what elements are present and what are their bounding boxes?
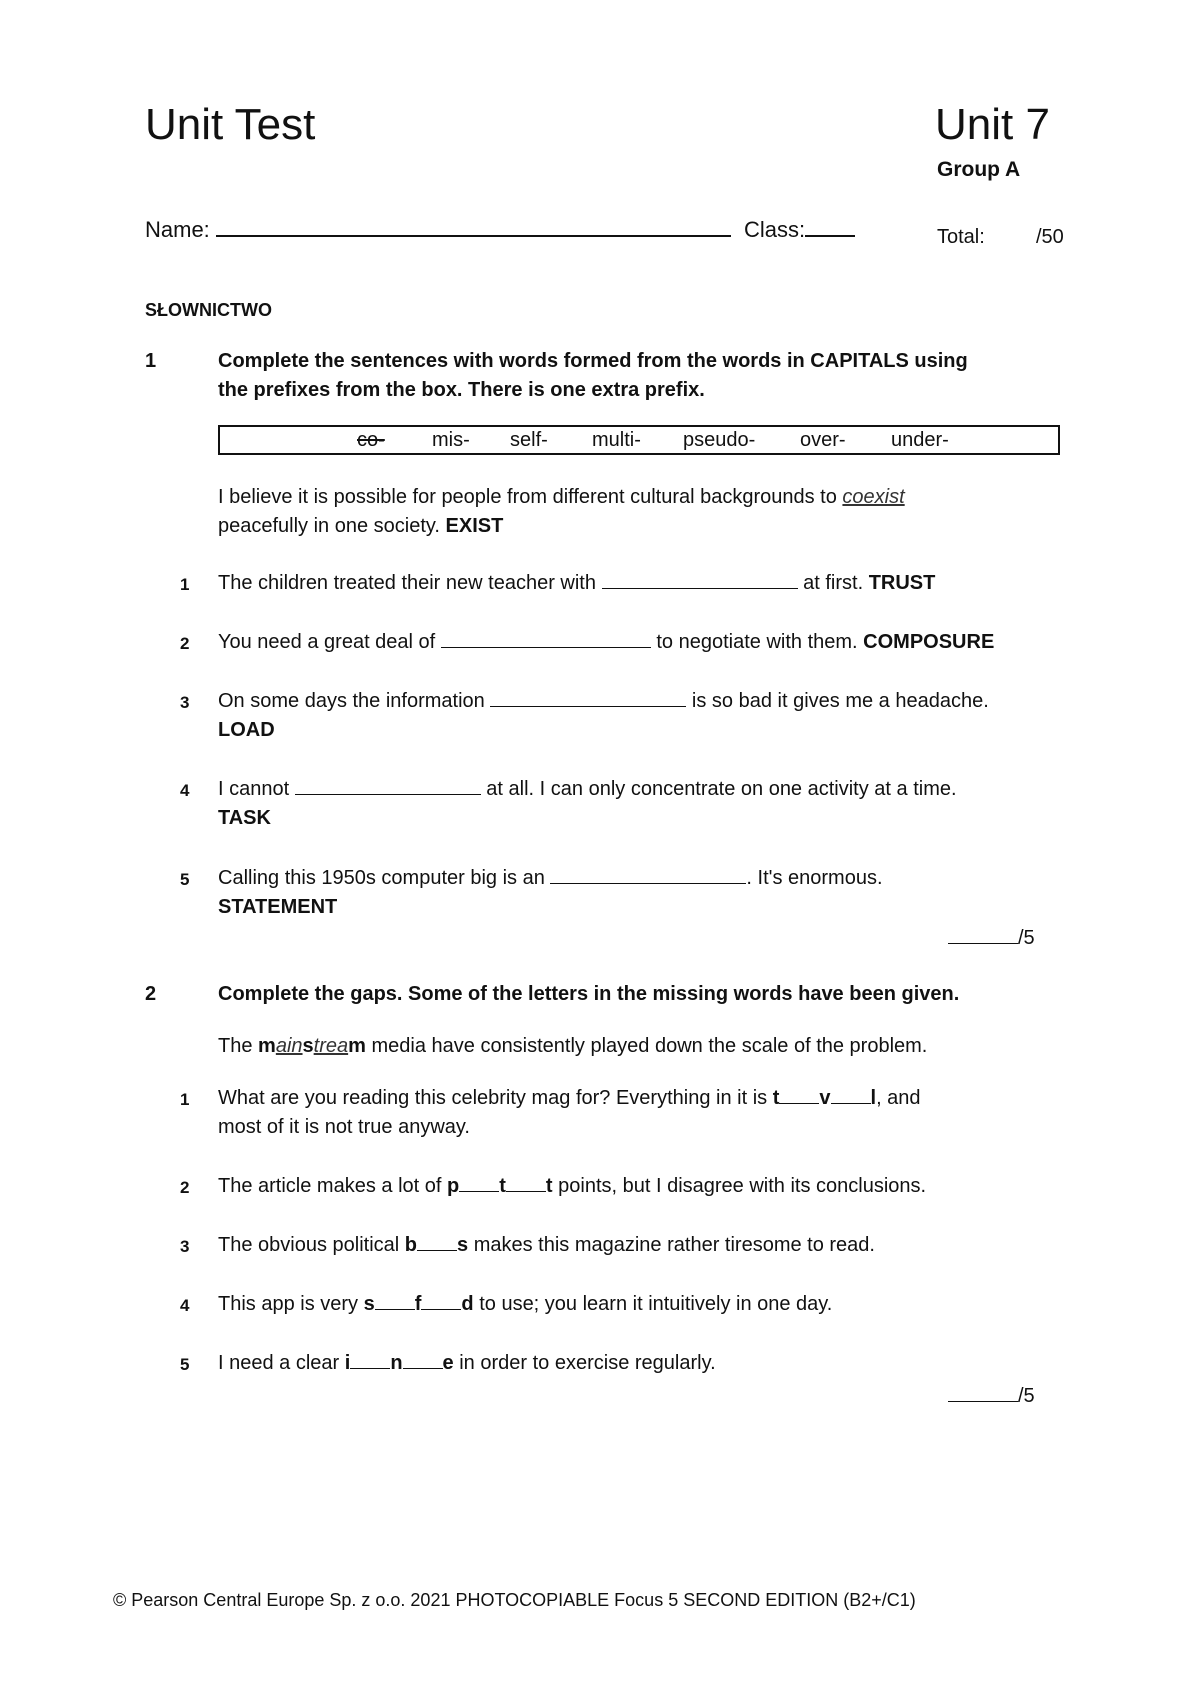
letter-gap[interactable] (417, 1232, 457, 1251)
item-number: 3 (180, 1237, 190, 1256)
prefix-box (218, 425, 1060, 455)
keyword: TRUST (868, 572, 936, 594)
item-number: 1 (180, 575, 190, 594)
example-keyword: EXIST (445, 515, 504, 537)
ex2-item-2: The article makes a lot of p t t points, but I disagree with its conclusions. (218, 1175, 927, 1197)
exercise-1-example: I believe it is possible for people from different cultural backgrounds to coexist peacefully in one society. EXIST (218, 486, 905, 537)
group-label: Group A (937, 158, 1021, 181)
total-value: /50 (1036, 226, 1064, 248)
item-number: 1 (180, 1090, 190, 1109)
exercise-2-instruction: Complete the gaps. Some of the letters in the missing words have been given. (218, 983, 960, 1005)
keyword: TASK (218, 807, 271, 829)
name-line[interactable] (216, 215, 731, 237)
ex1-item-2: You need a great deal of to negotiate with them. COMPOSURE (218, 631, 995, 653)
letter-gap[interactable] (459, 1173, 499, 1192)
class-line[interactable] (805, 215, 855, 237)
letter-gap[interactable] (375, 1291, 415, 1310)
ex1-item-4: I cannot at all. I can only concentrate on one activity at a time. TASK (218, 778, 957, 829)
ex2-item-1: What are you reading this celebrity mag for? Everything in it is t v l, and most of it is not true anyway. (218, 1087, 921, 1138)
letter-gap[interactable] (350, 1350, 390, 1369)
answer-gap[interactable] (295, 776, 481, 795)
answer-gap[interactable] (550, 865, 746, 884)
prefix-item: pseudo- (683, 429, 756, 451)
ex2-item-5: I need a clear i n e in order to exercise regularly. (218, 1352, 716, 1374)
prefix-item: self- (510, 429, 548, 451)
answer-gap[interactable] (602, 570, 798, 589)
section-title: SŁOWNICTWO (145, 300, 272, 320)
name-field[interactable] (145, 215, 731, 243)
item-number: 5 (180, 870, 190, 889)
letter-gap[interactable] (403, 1350, 443, 1369)
item-number: 4 (180, 781, 190, 800)
item-number: 2 (180, 634, 190, 653)
score-line[interactable] (948, 925, 1018, 944)
item-number: 5 (180, 1355, 190, 1374)
letter-gap[interactable] (779, 1085, 819, 1104)
exercise-2-example: The mainstream media have consistently played down the scale of the problem. (218, 1035, 928, 1057)
class-field[interactable] (744, 215, 855, 243)
answer-gap[interactable] (441, 629, 651, 648)
prefix-item: under- (891, 429, 949, 451)
keyword: COMPOSURE (863, 631, 995, 653)
exercise-1-score: /5 (948, 924, 1035, 953)
keyword: STATEMENT (218, 896, 338, 918)
score-line[interactable] (948, 1383, 1018, 1402)
prefix-item: over- (800, 429, 846, 451)
item-number: 4 (180, 1296, 190, 1315)
letter-gap[interactable] (831, 1085, 871, 1104)
ex2-item-3: The obvious political b s makes this magazine rather tiresome to read. (218, 1234, 875, 1256)
exercise-2-number: 2 (145, 983, 157, 1005)
exercise-1-instruction (218, 347, 1068, 405)
name-label: Name: (145, 217, 210, 242)
prefix-item: co- (357, 429, 385, 451)
ex2-item-4: This app is very s f d to use; you learn it intuitively in one day. (218, 1293, 833, 1315)
letter-gap[interactable] (421, 1291, 461, 1310)
keyword: LOAD (218, 719, 275, 741)
answer-gap[interactable] (490, 688, 686, 707)
item-number: 3 (180, 693, 190, 712)
instruction-line-2: the prefixes from the box. There is one extra prefix. (218, 379, 705, 401)
page-title: Unit Test (145, 100, 316, 149)
exercise-2-score: /5 (948, 1382, 1035, 1411)
exercise-1-number: 1 (145, 350, 157, 372)
item-number: 2 (180, 1178, 190, 1197)
prefix-item: mis- (432, 429, 470, 451)
unit-number: Unit 7 (935, 100, 1050, 149)
prefix-item: multi- (592, 429, 641, 451)
ex1-item-3: On some days the information is so bad it gives me a headache. LOAD (218, 690, 989, 741)
instruction-line-1: Complete the sentences with words formed from the words in CAPITALS using (218, 350, 968, 372)
class-label: Class: (744, 217, 806, 242)
ex1-item-1: The children treated their new teacher with at first. TRUST (218, 572, 936, 594)
footer-copyright: © Pearson Central Europe Sp. z o.o. 2021 PHOTOCOPIABLE Focus 5 SECOND EDITION (B2+/C1) (113, 1590, 916, 1610)
letter-gap[interactable] (506, 1173, 546, 1192)
total-label: Total: (937, 226, 985, 248)
ex1-item-5: Calling this 1950s computer big is an . It's enormous. STATEMENT (218, 867, 883, 918)
example-answer: coexist (842, 486, 905, 508)
